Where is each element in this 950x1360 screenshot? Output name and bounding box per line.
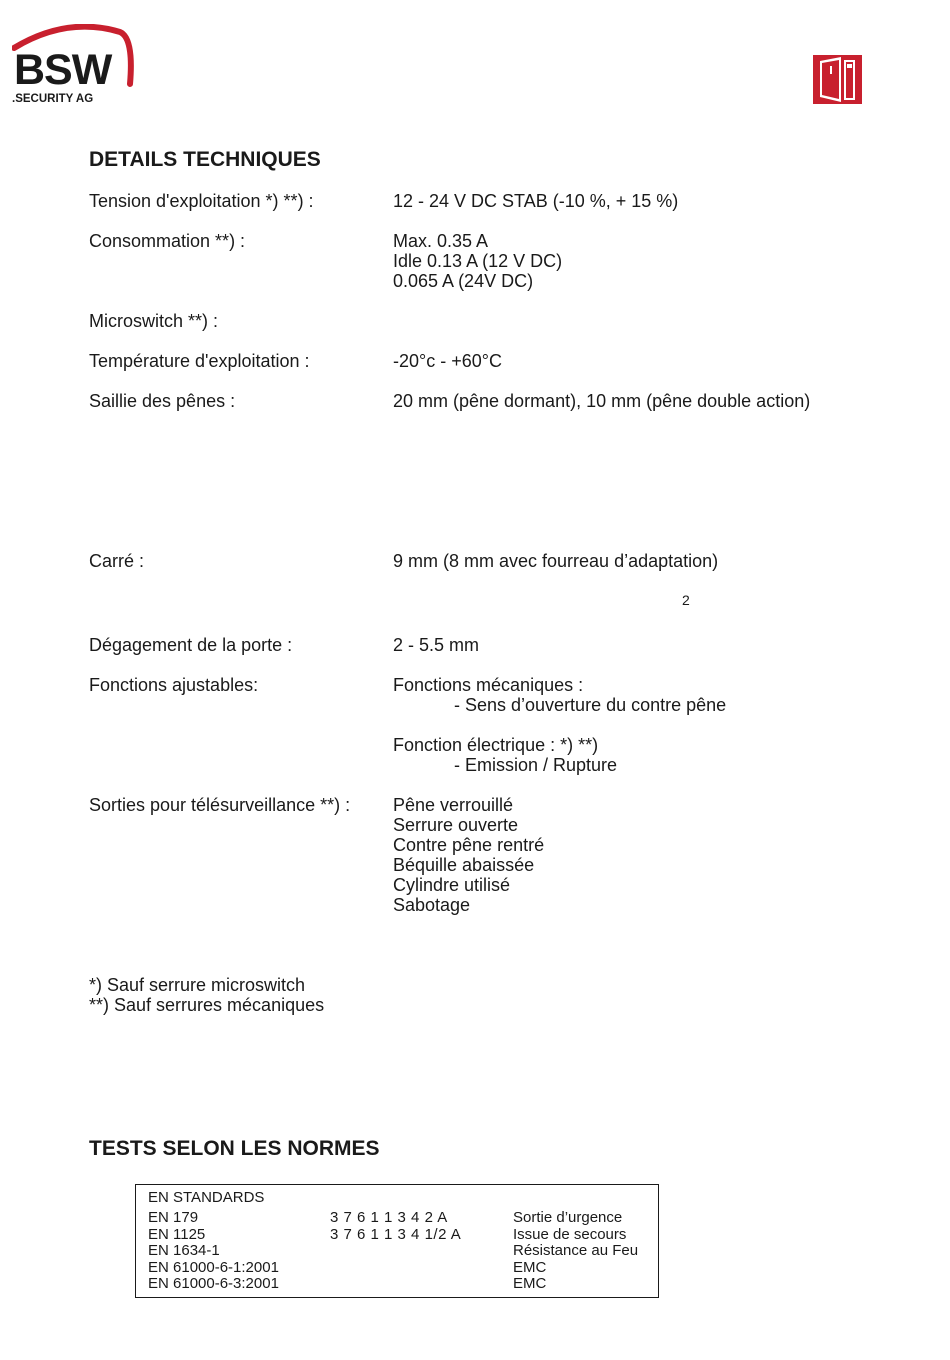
bolt-projection-label: Saillie des pênes : — [89, 391, 236, 411]
standard-description: Sortie d’urgence — [513, 1209, 623, 1226]
tests-title: TESTS SELON LES NORMES — [89, 1137, 380, 1160]
standard-description: Résistance au Feu — [513, 1242, 639, 1260]
consumption-label: Consommation **) : — [89, 231, 246, 251]
output-item: Contre pêne rentré — [393, 835, 545, 855]
standard-name: EN 61000-6-3:2001 — [148, 1275, 279, 1293]
output-item: Cylindre utilisé — [393, 875, 511, 895]
microswitch-label: Microswitch **) : — [89, 311, 219, 331]
footnote: **) Sauf serrures mécaniques — [89, 995, 325, 1015]
output-item: Sabotage — [393, 895, 471, 915]
electrical-item: - Emission / Rupture — [454, 755, 618, 775]
output-item: Béquille abaissée — [393, 855, 535, 875]
standard-name: EN 61000-6-1:2001 — [148, 1258, 279, 1276]
door-gap-value: 2 - 5.5 mm — [393, 635, 480, 655]
page-marker: 2 — [682, 592, 690, 608]
mechanical-item: - Sens d’ouverture du contre pêne — [454, 695, 727, 715]
bolt-projection-value: 20 mm (pêne dormant), 10 mm (pêne double action) — [393, 391, 811, 411]
details-title: DETAILS TECHNIQUES — [89, 148, 321, 171]
door-gap-label: Dégagement de la porte : — [89, 635, 293, 655]
consumption-value-idle: Idle 0.13 A (12 V DC) — [393, 251, 563, 271]
standards-column — [148, 1210, 279, 1293]
mechanical-title: Fonctions mécaniques : — [393, 675, 584, 695]
standard-name: EN 1634-1 — [148, 1242, 220, 1260]
standards-header: EN STANDARDS — [148, 1189, 265, 1206]
logo-wordmark: BSW — [14, 46, 112, 94]
tension-value: 12 - 24 V DC STAB (-10 %, + 15 %) — [393, 191, 679, 211]
standard-description: EMC — [513, 1275, 547, 1293]
company-logo — [12, 24, 136, 110]
logo-subtitle: .SECURITY AG — [12, 93, 94, 105]
temperature-label: Température d'exploitation : — [89, 351, 310, 371]
output-item: Serrure ouverte — [393, 815, 519, 835]
standard-description: Issue de secours — [513, 1225, 627, 1243]
certificate-code: 3 7 6 1 1 3 4 2 A — [330, 1209, 448, 1226]
codes-column — [330, 1210, 461, 1243]
consumption-value-max: Max. 0.35 A — [393, 231, 489, 251]
certificate-code: 3 7 6 1 1 3 4 1/2 A — [330, 1225, 462, 1243]
descriptions-column — [513, 1210, 638, 1293]
output-item: Pêne verrouillé — [393, 795, 514, 815]
standard-name: EN 179 — [148, 1209, 199, 1226]
spindle-label: Carré : — [89, 551, 145, 571]
footnote: *) Sauf serrure microswitch — [89, 975, 306, 995]
temperature-value: -20°c - +60°C — [393, 351, 502, 371]
standard-description: EMC — [513, 1258, 547, 1276]
tension-label: Tension d'exploitation *) **) : — [89, 191, 314, 211]
electrical-title: Fonction électrique : *) **) — [393, 735, 599, 755]
standards-table — [135, 1184, 659, 1298]
consumption-value-24v: 0.065 A (24V DC) — [393, 271, 534, 291]
outputs-label: Sorties pour télésurveillance **) : — [89, 795, 351, 815]
spindle-value: 9 mm (8 mm avec fourreau d’adaptation) — [393, 551, 719, 571]
door-exit-icon — [813, 55, 862, 104]
standard-name: EN 1125 — [148, 1225, 206, 1243]
adjustable-label: Fonctions ajustables: — [89, 675, 259, 695]
